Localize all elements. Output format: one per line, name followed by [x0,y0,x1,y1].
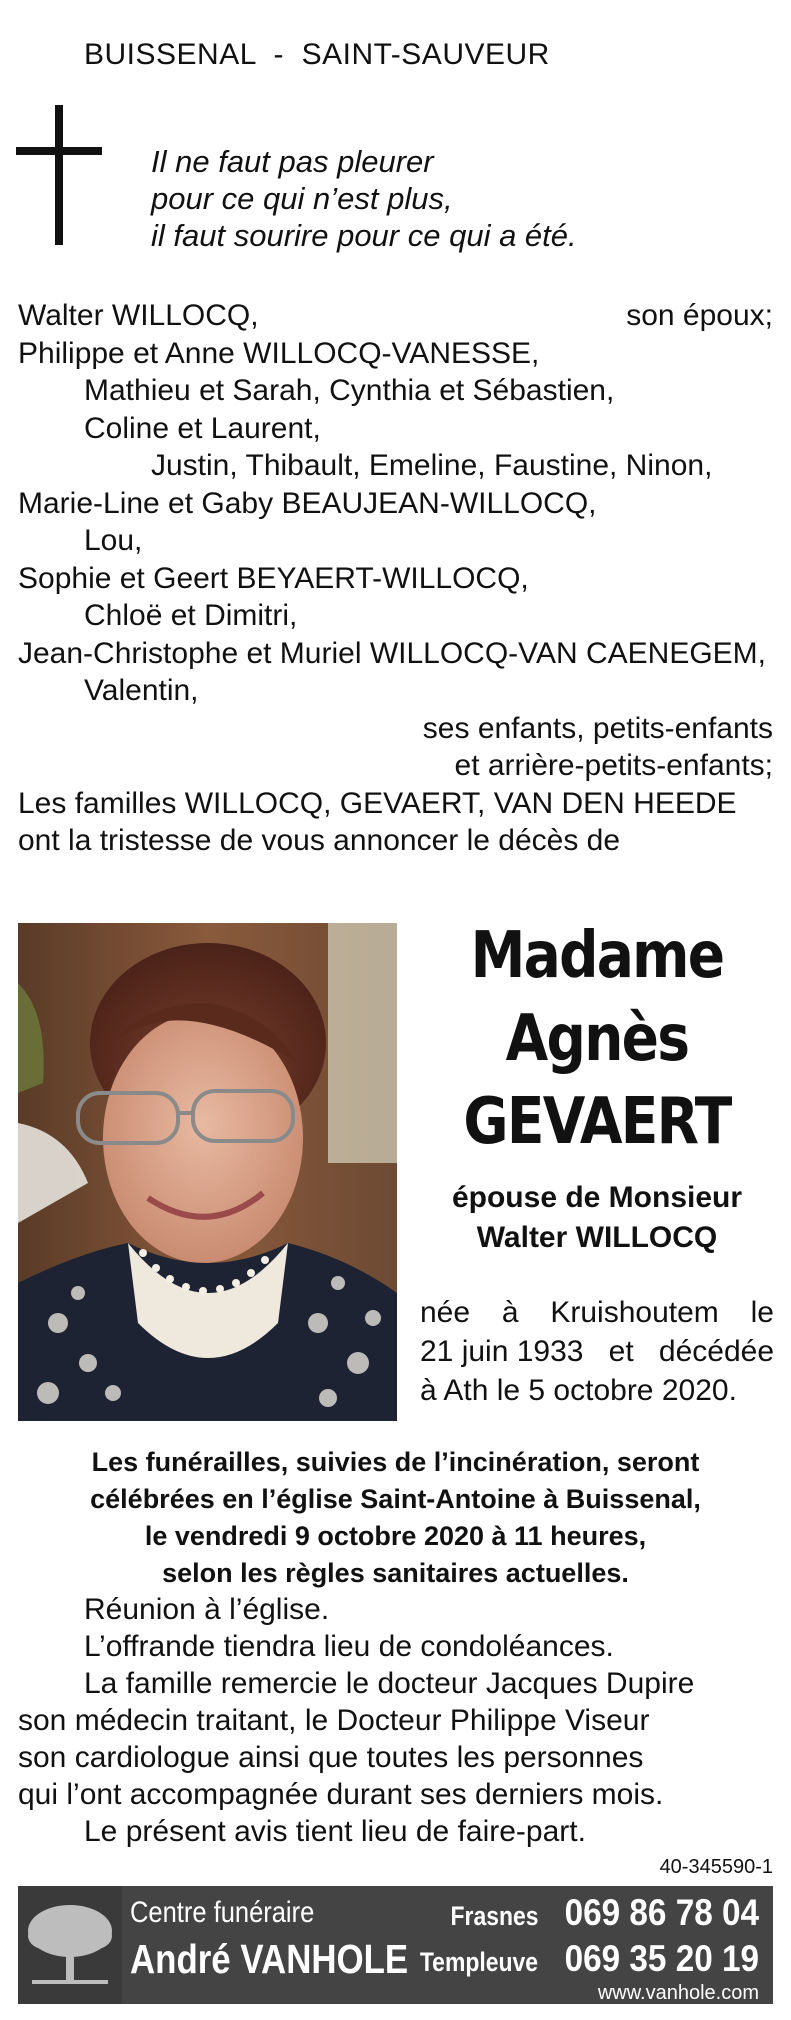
funeral-line: Les funérailles, suivies de l’incinération, seront [91,1447,700,1477]
location-header: BUISSENAL - SAINT-SAUVEUR [84,38,550,71]
city-frasnes: Frasnes [450,1901,539,1931]
website-link[interactable]: www.vanhole.com [597,1982,759,2004]
funeral-details [18,1444,773,1592]
funeral-line: selon les règles sanitaires actuelles. [162,1558,629,1588]
phone-templeuve [399,1938,759,1980]
deceased-first-name: Agnès [505,1002,689,1076]
thanks-line: La famille remercie le docteur Jacques Dupire [84,1667,695,1700]
family-line: Valentin, [84,674,199,707]
family-line: Chloë et Dimitri, [84,599,298,632]
husband-row [18,297,773,335]
family-line: Justin, Thibault, Emeline, Faustine, Ninon, [151,449,713,482]
children-role: ses enfants, petits-enfants [422,711,773,745]
born-line: 21 juin 1933 et décédée [420,1335,774,1368]
city-templeuve: Templeuve [420,1947,539,1977]
funeral-home-banner [18,1886,773,2004]
family-list [18,297,773,860]
thanks-line: son médecin traitant, le Docteur Philippe Viseur [18,1704,650,1737]
born-line: née à Kruishoutem le [420,1296,774,1329]
funeral-line: le vendredi 9 octobre 2020 à 11 heures, [144,1521,647,1551]
birth-death-info [420,1293,774,1410]
quote-line: il faut sourire pour ce qui a été. [151,218,577,253]
family-line: Marie-Line et Gaby BEAUJEAN-WILLOCQ, [18,486,597,520]
family-line: Lou, [84,524,143,557]
cross-icon [16,105,102,245]
quote-line: Il ne faut pas pleurer [151,144,434,179]
spouse-line: Walter WILLOCQ [476,1221,718,1254]
family-line: Jean-Christophe et Muriel WILLOCQ-VAN CAENEGEM, [18,636,766,670]
spouse-info [420,1178,774,1258]
tree-logo-icon [18,1886,122,2004]
husband-role: son époux; [626,299,773,332]
company-name: André VANHOLE [130,1936,409,1982]
family-line: Sophie et Geert BEYAERT-WILLOCQ, [18,561,529,595]
thanks-line: son cardiologue ainsi que toutes les personnes [18,1741,644,1774]
phone-number-templeuve: 069 35 20 19 [564,1938,759,1979]
family-line: Philippe et Anne WILLOCQ-VANESSE, [18,336,540,370]
deceased-name [445,915,749,1164]
family-line: Coline et Laurent, [84,411,321,445]
meeting-line: Réunion à l’église. [84,1593,330,1626]
notice-body [18,1591,773,1850]
phone-number-frasnes: 069 86 78 04 [564,1892,759,1933]
reference-number: 40-345590-1 [659,1856,773,1878]
family-line: Mathieu et Sarah, Cynthia et Sébastien, [84,374,615,407]
announce-line: ont la tristesse de vous annoncer le décès de [18,824,621,857]
grandchildren-role: et arrière-petits-enfants; [454,749,773,782]
spouse-line: épouse de Monsieur [451,1181,743,1214]
thanks-line: qui l’ont accompagnée durant ses derniers mois. [18,1778,664,1811]
husband-name: Walter WILLOCQ, [18,299,259,332]
offering-line: L’offrande tiendra lieu de condoléances. [84,1630,614,1663]
portrait-photo [18,923,397,1421]
funeral-line: célébrées en l’église Saint-Antoine à Buissenal, [90,1484,701,1514]
deceased-last-name: GEVAERT [463,1085,731,1159]
phone-frasnes [435,1892,759,1934]
death-line: à Ath le 5 octobre 2020. [420,1374,737,1407]
deceased-title: Madame [470,919,724,993]
families-line: Les familles WILLOCQ, GEVAERT, VAN DEN HEEDE [18,786,737,820]
notice-line: Le présent avis tient lieu de faire-part. [84,1815,586,1848]
company-line1: Centre funéraire [130,1896,315,1929]
memorial-quote [151,143,577,254]
quote-line: pour ce qui n’est plus, [151,181,453,216]
